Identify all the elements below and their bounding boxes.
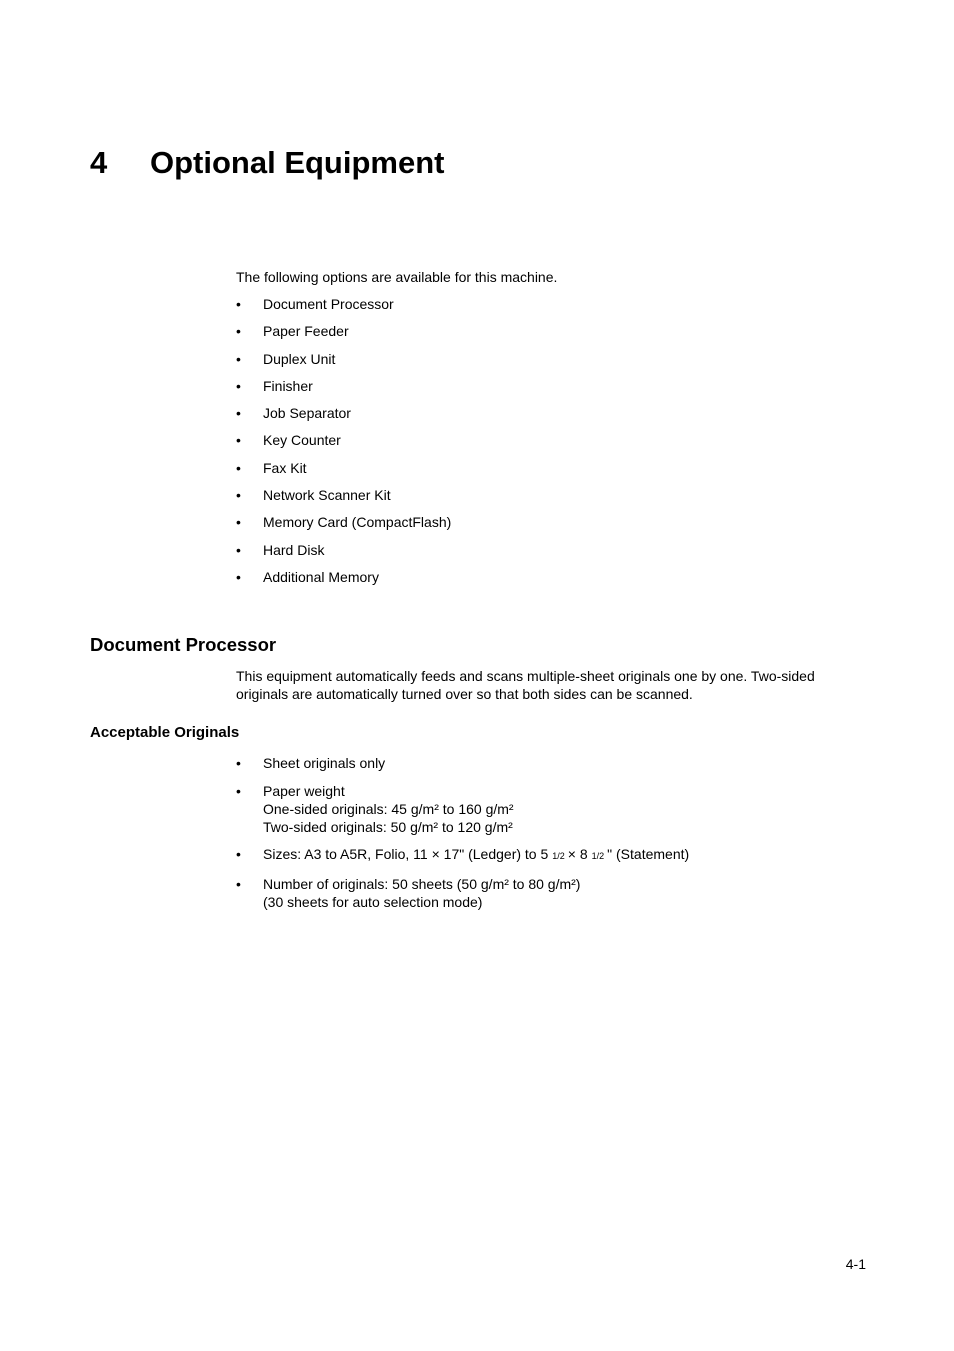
bullet: • bbox=[236, 568, 241, 585]
chapter-title bbox=[90, 143, 445, 183]
list-item-sheet-only bbox=[236, 754, 856, 772]
list-item bbox=[236, 295, 856, 313]
options-list bbox=[236, 295, 856, 595]
list-item bbox=[236, 459, 856, 477]
list-item-paper-weight bbox=[236, 782, 856, 836]
number-of-originals-line1: Number of originals: 50 sheets (50 g/m² to 80 g/m²) bbox=[263, 875, 581, 892]
fraction: 1/2 bbox=[591, 851, 605, 861]
list-item-sizes bbox=[236, 845, 856, 865]
list-item-label: Job Separator bbox=[263, 405, 351, 422]
list-item-label: Key Counter bbox=[263, 432, 341, 449]
list-item bbox=[236, 377, 856, 395]
bullet: • bbox=[236, 432, 241, 449]
bullet: • bbox=[236, 350, 241, 367]
bullet: • bbox=[236, 514, 241, 531]
list-item-label: Finisher bbox=[263, 377, 313, 394]
bullet: • bbox=[236, 875, 241, 892]
sizes-middle: × 8 bbox=[567, 846, 588, 862]
section-description: This equipment automatically feeds and scans multiple-sheet originals one by one. Two-sided originals are automatically turned over so that both sides can be scanned. bbox=[236, 668, 815, 702]
bullet: • bbox=[236, 377, 241, 394]
bullet: • bbox=[236, 459, 241, 476]
bullet: • bbox=[236, 405, 241, 422]
list-item-label: Duplex Unit bbox=[263, 350, 336, 367]
bullet: • bbox=[236, 782, 241, 799]
list-item bbox=[236, 541, 856, 559]
bullet: • bbox=[236, 541, 241, 558]
two-sided-weight: Two-sided originals: 50 g/m² to 120 g/m² bbox=[263, 818, 513, 835]
list-item-label: Paper Feeder bbox=[263, 323, 349, 340]
intro-text: The following options are available for this machine. bbox=[236, 269, 558, 285]
paper-weight-label: Paper weight bbox=[263, 782, 345, 799]
one-sided-weight: One-sided originals: 45 g/m² to 160 g/m² bbox=[263, 800, 514, 817]
bullet: • bbox=[236, 755, 241, 771]
list-item bbox=[236, 322, 856, 340]
list-item-label: Network Scanner Kit bbox=[263, 487, 391, 504]
page-number: 4-1 bbox=[845, 1256, 866, 1272]
list-item-label: Hard Disk bbox=[263, 541, 325, 558]
sizes-suffix: " (Statement) bbox=[607, 846, 690, 862]
list-item-label: Document Processor bbox=[263, 296, 394, 312]
list-item bbox=[236, 513, 856, 531]
chapter-title-text: Optional Equipment bbox=[150, 145, 445, 180]
bullet: • bbox=[236, 296, 241, 312]
fraction: 1/2 bbox=[552, 851, 565, 861]
sizes-prefix: Sizes: A3 to A5R, Folio, 11 × 17" (Ledger) to 5 bbox=[263, 846, 549, 862]
chapter-number: 4 bbox=[90, 145, 108, 180]
list-item bbox=[236, 568, 856, 586]
bullet: • bbox=[236, 846, 241, 862]
section-heading-document-processor: Document Processor bbox=[90, 634, 277, 655]
list-item bbox=[236, 431, 856, 449]
list-item bbox=[236, 486, 856, 504]
list-item-label: Memory Card (CompactFlash) bbox=[263, 514, 452, 531]
bullet: • bbox=[236, 323, 241, 340]
list-item-number-of-originals bbox=[236, 875, 856, 911]
list-item-label: Additional Memory bbox=[263, 568, 379, 585]
list-item-label: Fax Kit bbox=[263, 459, 307, 476]
subheading-acceptable-originals: Acceptable Originals bbox=[90, 724, 240, 741]
bullet: • bbox=[236, 487, 241, 504]
list-item bbox=[236, 404, 856, 422]
acceptable-originals-list bbox=[236, 754, 856, 920]
list-item-label: Sheet originals only bbox=[263, 755, 386, 771]
list-item bbox=[236, 350, 856, 368]
number-of-originals-line2: (30 sheets for auto selection mode) bbox=[263, 893, 483, 910]
